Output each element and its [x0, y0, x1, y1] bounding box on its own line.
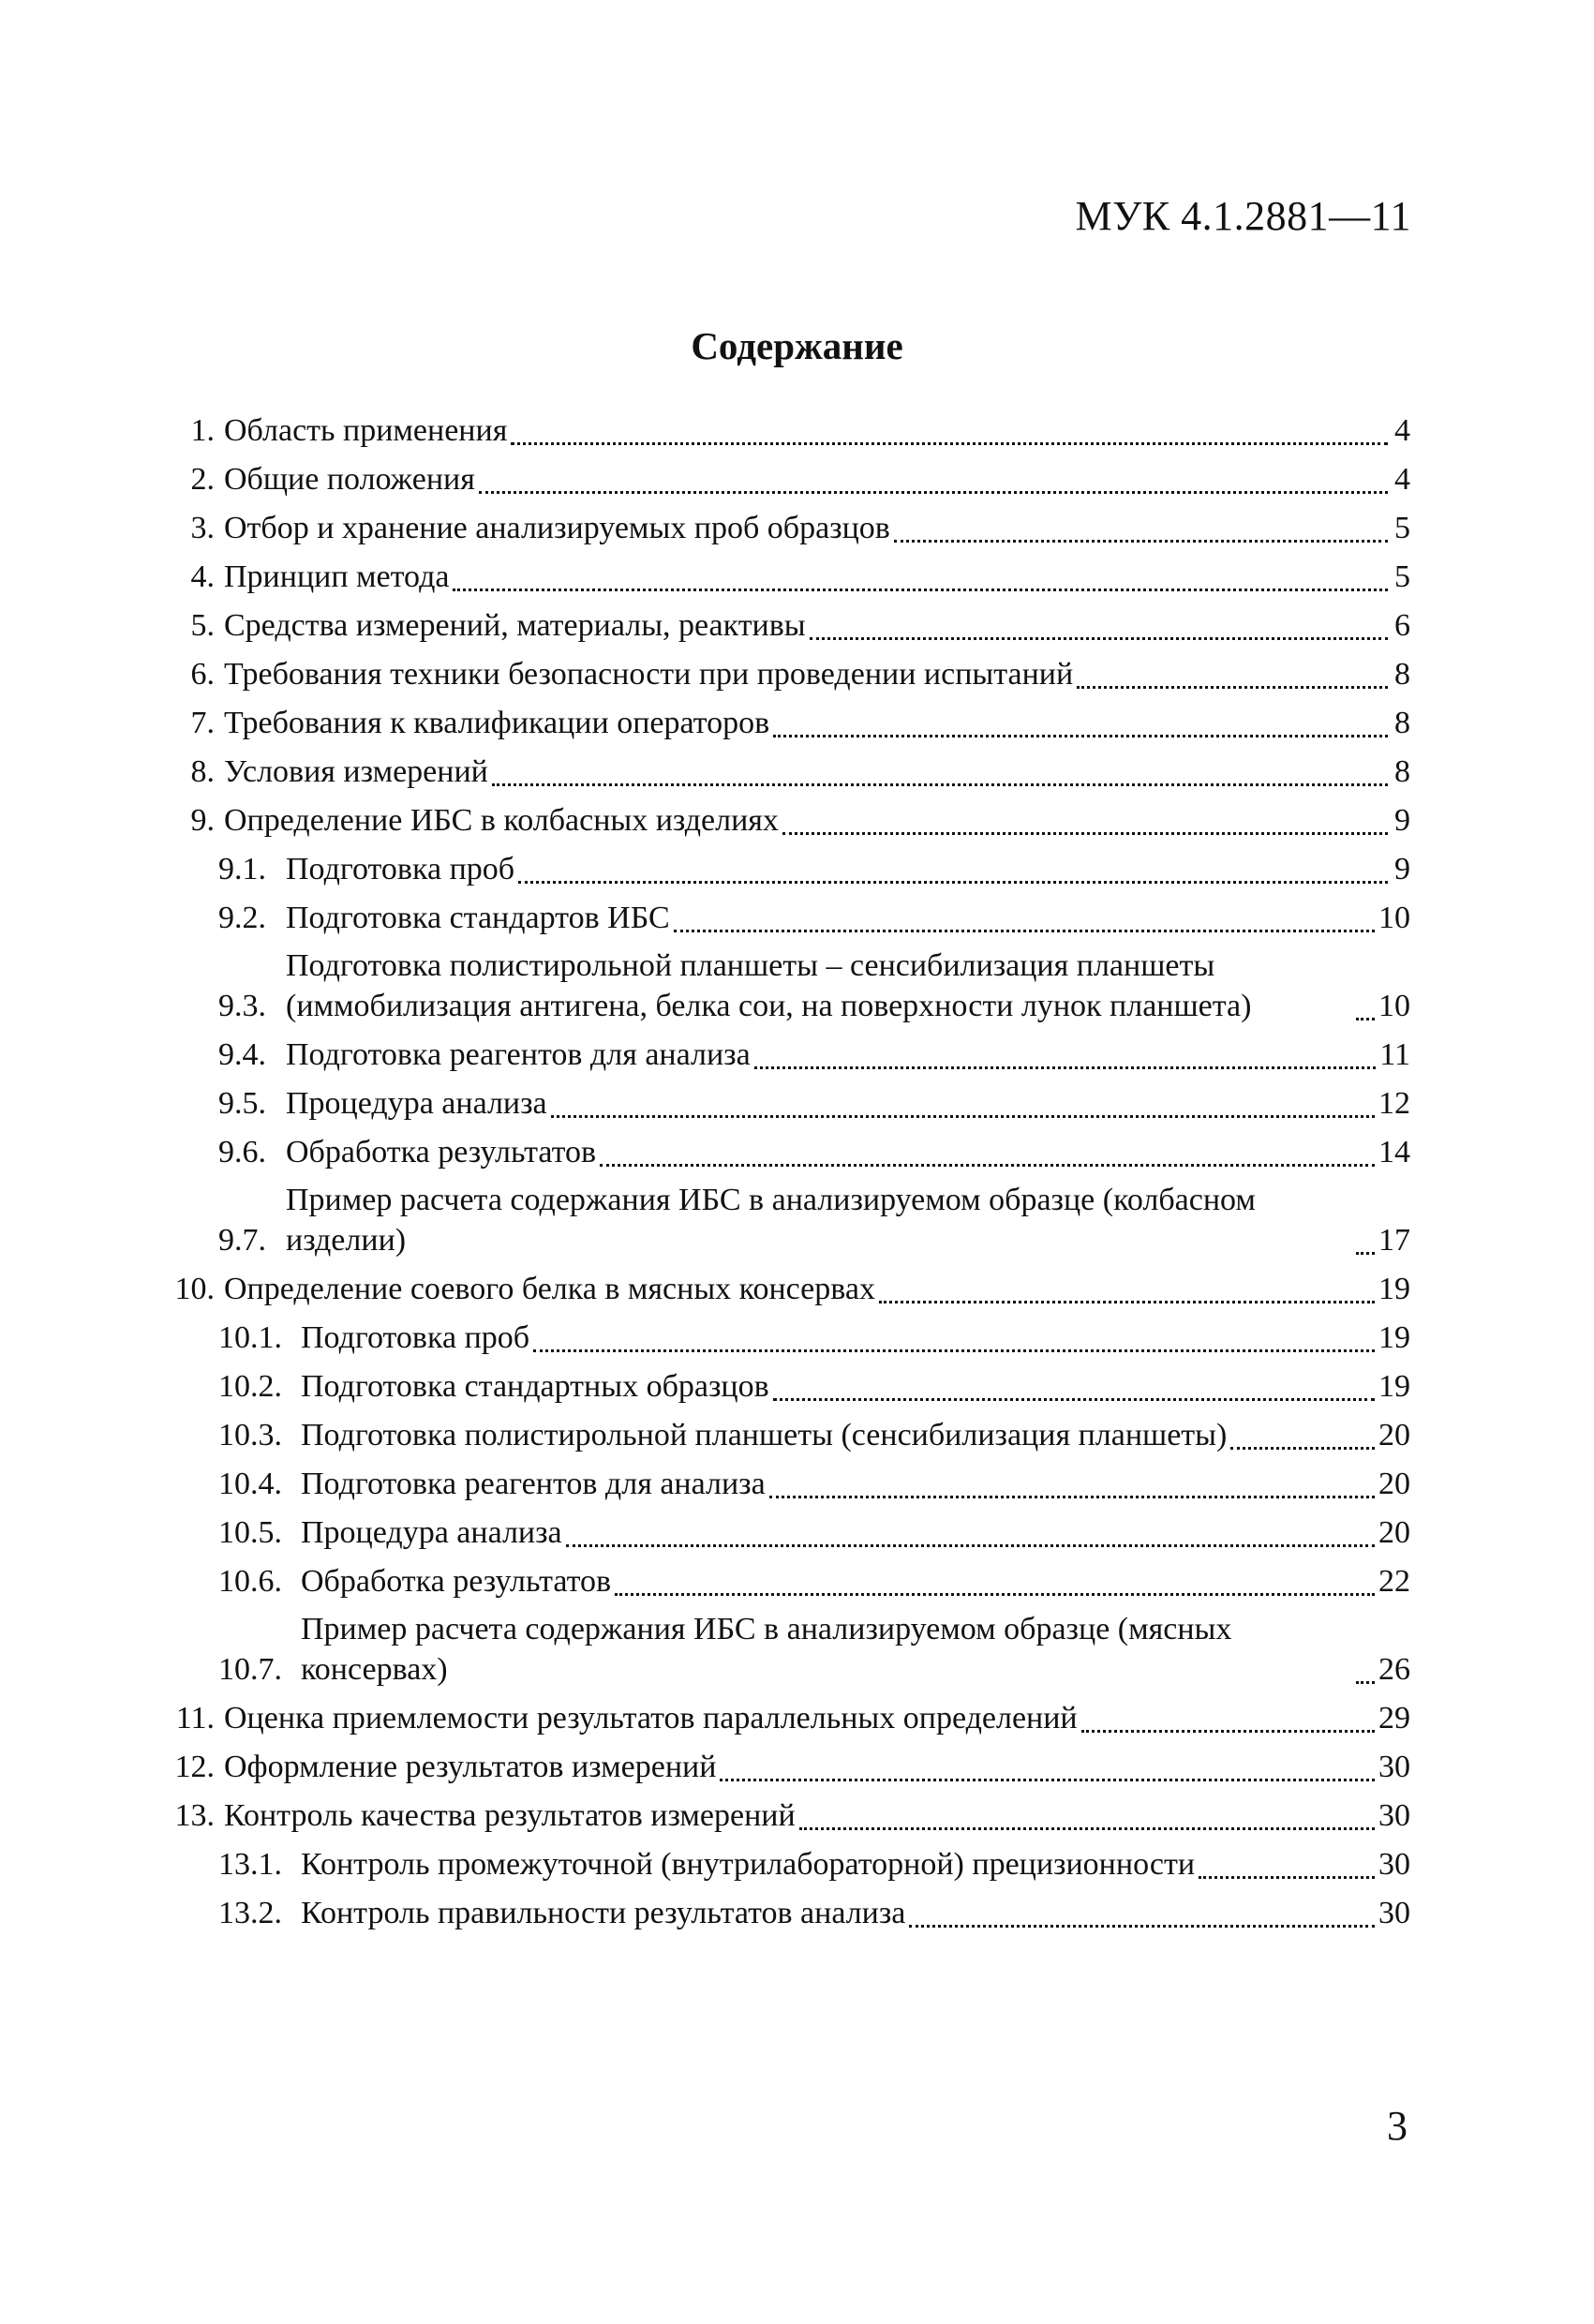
- toc-entry-page: 4: [1394, 461, 1410, 497]
- dot-leader: [773, 1366, 1375, 1401]
- toc-entry-page: 10: [1378, 988, 1410, 1023]
- page-title: Содержание: [691, 324, 903, 367]
- dot-leader: [782, 800, 1388, 835]
- toc-entry-title: Контроль качества результатов измерений: [224, 1797, 796, 1833]
- toc-entry-title: Подготовка полистирольной планшеты – сенсибилизация планшеты (иммобилизация антигена, белка сои, на поверхности лунок планшета): [286, 948, 1252, 1023]
- toc-entry-number: 9.6.: [218, 1134, 266, 1169]
- toc-entry-title: Обработка результатов: [301, 1563, 612, 1599]
- toc-entry-page: 9: [1394, 851, 1410, 886]
- toc-entry[interactable]: [155, 1795, 1410, 1836]
- toc-entry-page: 14: [1378, 1134, 1410, 1169]
- dot-leader: [453, 557, 1388, 591]
- toc-entry-number: 10.3.: [218, 1417, 282, 1452]
- dot-leader: [518, 849, 1388, 884]
- toc-entry[interactable]: [155, 508, 1410, 548]
- toc-entry-number: 13.1.: [218, 1846, 282, 1882]
- dot-leader: [1356, 986, 1375, 1020]
- toc-subentry[interactable]: [155, 1318, 1410, 1358]
- toc-entry-page: 11: [1379, 1036, 1410, 1072]
- toc-entry-page: 30: [1378, 1749, 1410, 1784]
- dot-leader: [773, 703, 1388, 737]
- toc-subentry[interactable]: [155, 1366, 1410, 1407]
- document-code: МУК 4.1.2881—11: [1075, 193, 1411, 239]
- toc-entry-page: 30: [1378, 1895, 1410, 1930]
- toc-entry-title: Принцип метода: [224, 559, 450, 594]
- toc-entry-number: 13.: [174, 1797, 215, 1833]
- toc-entry-title: Определение ИБС в колбасных изделиях: [224, 802, 779, 838]
- toc-entry-title: Подготовка полистирольной планшеты (сенсибилизация планшеты): [301, 1417, 1228, 1452]
- dot-leader: [479, 459, 1388, 494]
- toc-entry[interactable]: [155, 605, 1410, 646]
- toc-subentry[interactable]: [155, 1610, 1410, 1690]
- dot-leader: [566, 1512, 1375, 1547]
- toc-entry-number: 3.: [190, 510, 215, 545]
- toc-entry-title: Подготовка проб: [286, 851, 515, 886]
- toc-entry-title: Подготовка проб: [301, 1319, 530, 1355]
- toc-entry-page: 5: [1394, 510, 1410, 545]
- toc-entry-page: 19: [1378, 1319, 1410, 1355]
- toc-entry[interactable]: [155, 1269, 1410, 1309]
- toc-entry-page: 20: [1378, 1514, 1410, 1550]
- toc-entry-page: 19: [1378, 1368, 1410, 1404]
- toc-entry-number: 7.: [190, 705, 215, 740]
- toc-entry-number: 1.: [190, 412, 215, 448]
- toc-entry-number: 4.: [190, 559, 215, 594]
- toc-entry-number: 10.2.: [218, 1368, 282, 1404]
- toc-subentry[interactable]: [155, 1132, 1410, 1172]
- toc-entry-title: Средства измерений, материалы, реактивы: [224, 607, 806, 643]
- toc-entry-number: 5.: [190, 607, 215, 643]
- toc-entry[interactable]: [155, 1698, 1410, 1738]
- dot-leader: [810, 605, 1388, 640]
- toc-entry-page: 20: [1378, 1417, 1410, 1452]
- dot-leader: [1230, 1415, 1375, 1450]
- toc-entry-number: 9.4.: [218, 1036, 266, 1072]
- toc-entry-page: 19: [1378, 1271, 1410, 1306]
- toc-subentry[interactable]: [155, 1181, 1410, 1260]
- toc-entry-number: 13.2.: [218, 1895, 282, 1930]
- toc-entry[interactable]: [155, 703, 1410, 743]
- dot-leader: [533, 1318, 1375, 1352]
- toc-entry-number: 10.4.: [218, 1466, 282, 1501]
- dot-leader: [674, 898, 1375, 932]
- toc-entry-number: 6.: [190, 656, 215, 692]
- toc-entry-page: 5: [1394, 559, 1410, 594]
- toc-entry-number: 10.1.: [218, 1319, 282, 1355]
- toc-entry-title: Подготовка стандартов ИБС: [286, 900, 670, 935]
- toc-entry-title: Контроль промежуточной (внутрилабораторной) прецизионности: [301, 1846, 1196, 1882]
- toc-entry-page: 30: [1378, 1797, 1410, 1833]
- dot-leader: [894, 508, 1388, 543]
- toc-entry-number: 9.2.: [218, 900, 266, 935]
- toc-entry-page: 29: [1378, 1700, 1410, 1736]
- toc-entry[interactable]: [155, 800, 1410, 841]
- toc-entry-number: 2.: [190, 461, 215, 497]
- toc-entry-page: 17: [1378, 1222, 1410, 1258]
- toc-entry-number: 9.5.: [218, 1085, 266, 1121]
- dot-leader: [720, 1747, 1375, 1781]
- toc-entry-title: Пример расчета содержания ИБС в анализируемом образце (колбасном изделии): [286, 1183, 1256, 1258]
- toc-subentry[interactable]: [155, 1844, 1410, 1885]
- toc-subentry[interactable]: [155, 898, 1410, 938]
- dot-leader: [1199, 1844, 1375, 1879]
- toc-entry-title: Общие положения: [224, 461, 475, 497]
- toc-entry-page: 30: [1378, 1846, 1410, 1882]
- dot-leader: [511, 410, 1388, 445]
- toc-entry[interactable]: [155, 654, 1410, 694]
- toc-entry-number: 10.5.: [218, 1514, 282, 1550]
- toc-entry[interactable]: [155, 459, 1410, 499]
- dot-leader: [1081, 1698, 1375, 1733]
- toc-entry-page: 20: [1378, 1466, 1410, 1501]
- toc-subentry[interactable]: [155, 1415, 1410, 1455]
- toc-entry-page: 9: [1394, 802, 1410, 838]
- toc-entry-title: Требования техники безопасности при проведении испытаний: [224, 656, 1074, 692]
- toc-entry-title: Определение соевого белка в мясных консервах: [224, 1271, 875, 1306]
- toc-subentry[interactable]: [155, 849, 1410, 889]
- toc-entry-number: 9.7.: [218, 1222, 266, 1258]
- dot-leader: [1356, 1649, 1375, 1684]
- toc-subentry[interactable]: [155, 1464, 1410, 1504]
- dot-leader: [492, 752, 1388, 786]
- toc-entry-title: Подготовка реагентов для анализа: [286, 1036, 751, 1072]
- toc-subentry[interactable]: [155, 1893, 1410, 1933]
- toc-entry-number: 10.: [174, 1271, 215, 1306]
- toc-entry-page: 8: [1394, 656, 1410, 692]
- toc-entry-page: 26: [1378, 1651, 1410, 1687]
- dot-leader: [754, 1035, 1377, 1069]
- toc-entry-number: 8.: [190, 753, 215, 789]
- toc-entry-number: 12.: [174, 1749, 215, 1784]
- dot-leader: [1356, 1220, 1375, 1255]
- toc-entry-page: 12: [1378, 1085, 1410, 1121]
- dot-leader: [799, 1795, 1375, 1830]
- toc-entry-page: 4: [1394, 412, 1410, 448]
- toc-entry-title: Процедура анализа: [286, 1085, 547, 1121]
- toc-entry-number: 9.1.: [218, 851, 266, 886]
- toc-entry-number: 10.6.: [218, 1563, 282, 1599]
- toc-entry-title: Процедура анализа: [301, 1514, 562, 1550]
- toc-entry-page: 8: [1394, 753, 1410, 789]
- toc-entry-number: 9.: [190, 802, 215, 838]
- toc-entry-title: Область применения: [224, 412, 508, 448]
- page-number: 3: [1387, 2103, 1408, 2149]
- dot-leader: [600, 1132, 1375, 1167]
- toc-entry-title: Требования к квалификации операторов: [224, 705, 770, 740]
- toc-subentry[interactable]: [155, 946, 1410, 1026]
- toc-entry[interactable]: [155, 410, 1410, 451]
- toc-subentry[interactable]: [155, 1035, 1410, 1075]
- dot-leader: [879, 1269, 1375, 1304]
- toc-entry-page: 6: [1394, 607, 1410, 643]
- toc-entry-number: 9.3.: [218, 988, 266, 1023]
- toc-entry[interactable]: [155, 1747, 1410, 1787]
- toc-entry-title: Пример расчета содержания ИБС в анализируемом образце (мясных консервах): [301, 1612, 1232, 1687]
- toc-entry-title: Оформление результатов измерений: [224, 1749, 717, 1784]
- toc-entry-page: 8: [1394, 705, 1410, 740]
- toc-entry-number: 10.7.: [218, 1651, 282, 1687]
- toc-entry-page: 10: [1378, 900, 1410, 935]
- toc-entry[interactable]: [155, 752, 1410, 792]
- toc-subentry[interactable]: [155, 1083, 1410, 1124]
- toc-subentry[interactable]: [155, 1512, 1410, 1553]
- dot-leader: [615, 1561, 1375, 1596]
- dot-leader: [551, 1083, 1375, 1118]
- toc-entry-title: Подготовка реагентов для анализа: [301, 1466, 766, 1501]
- toc-entry-title: Контроль правильности результатов анализа: [301, 1895, 906, 1930]
- toc-subentry[interactable]: [155, 1561, 1410, 1601]
- toc-entry-title: Оценка приемлемости результатов параллельных определений: [224, 1700, 1078, 1736]
- table-of-contents: [155, 410, 1410, 1942]
- toc-entry-page: 22: [1378, 1563, 1410, 1599]
- dot-leader: [769, 1464, 1375, 1498]
- dot-leader: [1077, 654, 1388, 689]
- toc-entry-title: Условия измерений: [224, 753, 488, 789]
- toc-entry-number: 11.: [175, 1700, 215, 1736]
- toc-entry-title: Отбор и хранение анализируемых проб образцов: [224, 510, 890, 545]
- dot-leader: [909, 1893, 1375, 1928]
- toc-entry-title: Подготовка стандартных образцов: [301, 1368, 769, 1404]
- toc-entry-title: Обработка результатов: [286, 1134, 597, 1169]
- toc-entry[interactable]: [155, 557, 1410, 597]
